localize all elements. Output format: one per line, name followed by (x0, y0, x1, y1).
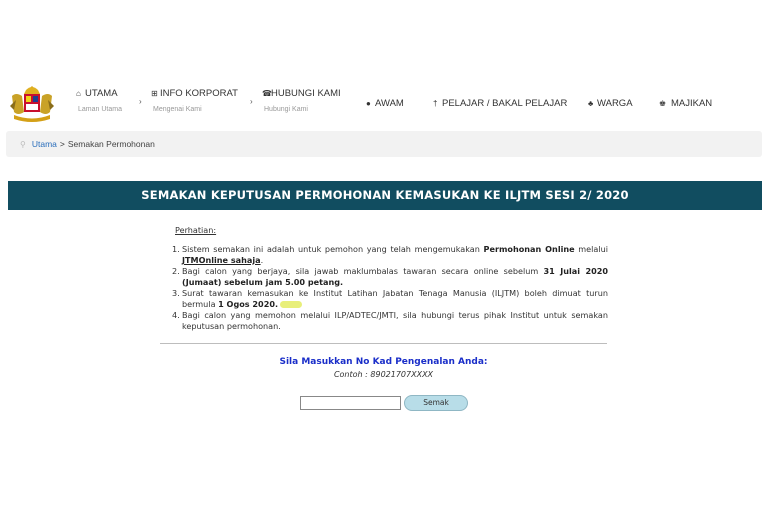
group-icon: ♚ (659, 99, 667, 108)
breadcrumb-home-link[interactable]: Utama (31, 139, 57, 149)
divider (160, 343, 607, 344)
semak-button[interactable]: Semak (404, 395, 468, 411)
notice-item-text: Bagi calon yang berjaya, sila jawab maklumbalas tawaran secara online sebelum (182, 266, 544, 276)
navbar (0, 78, 768, 126)
notice-section (168, 225, 608, 332)
notice-item-bold: Permohonan Online (483, 244, 575, 254)
notice-item-bold: 1 Ogos 2020. (218, 299, 279, 309)
sitemap-icon: ⊞ (151, 89, 158, 98)
coat-of-arms-logo[interactable] (4, 82, 60, 126)
home-icon: ⌂ (76, 89, 81, 98)
notice-item (172, 310, 608, 332)
notice-item (172, 288, 608, 310)
chevron-right-icon: > (59, 139, 65, 149)
nav-majikan-label: MAJIKAN (671, 98, 713, 109)
notice-list (172, 244, 608, 332)
nav-info-korporat-label: INFO KORPORAT (160, 88, 238, 99)
nav-awam-label: AWAM (375, 98, 404, 109)
user-icon: ● (366, 99, 371, 108)
nav-awam[interactable] (366, 98, 404, 109)
ic-number-input[interactable] (300, 396, 401, 410)
notice-item-text: Surat tawaran kemasukan ke Institut Latihan Jabatan Tenaga Manusia (ILJTM) boleh dimuat turun bermula (182, 288, 608, 309)
nav-hubungi-kami-label: HUBUNGI KAMI (271, 88, 341, 99)
student-icon: † (433, 99, 438, 108)
notice-item-text: . (260, 255, 264, 265)
nav-warga-label: WARGA (597, 98, 633, 109)
nav-majikan[interactable] (659, 98, 712, 109)
new-badge (280, 301, 302, 308)
notice-heading: Perhatian: (175, 225, 217, 235)
chevron-right-icon: › (139, 97, 142, 106)
nav-pelajar[interactable] (433, 98, 567, 109)
notice-item-number: 3. (172, 288, 180, 298)
notice-item-text: Bagi calon yang memohon melalui ILP/ADTEC/JMTI, sila hubungi terus pihak Institut untuk semakan keputusan permohonan. (182, 310, 608, 331)
breadcrumb (6, 131, 762, 157)
map-pin-icon: ⚲ (20, 140, 26, 149)
ic-example: Contoh : 89021707XXXX (333, 370, 434, 379)
breadcrumb-current: Semakan Permohonan (67, 139, 155, 149)
notice-item (172, 266, 608, 288)
notice-item-text: Sistem semakan ini adalah untuk pemohon yang telah mengemukakan (182, 244, 484, 254)
nav-hubungi-kami-sub: Hubungi Kami (264, 106, 308, 113)
notice-item-bold: 31 Julai 2020 (Jumaat) sebelum jam 5.00 petang. (182, 266, 608, 287)
notice-item-number: 4. (172, 310, 180, 320)
nav-hubungi-kami[interactable] (262, 88, 341, 113)
nav-pelajar-label: PELAJAR / BAKAL PELAJAR (442, 98, 568, 109)
nav-utama-label: UTAMA (85, 88, 118, 99)
nav-utama[interactable] (76, 88, 122, 113)
nav-utama-sub: Laman Utama (78, 106, 122, 113)
nav-warga[interactable] (588, 98, 633, 109)
notice-item (172, 244, 608, 266)
nav-info-korporat[interactable] (151, 88, 238, 113)
ic-prompt: Sila Masukkan No Kad Pengenalan Anda: (279, 357, 488, 367)
notice-item-number: 2. (172, 266, 180, 276)
nav-info-korporat-sub: Mengenai Kami (153, 106, 202, 113)
notice-item-text: melalui (574, 244, 608, 254)
page-title: SEMAKAN KEPUTUSAN PERMOHONAN KEMASUKAN KE ILJTM SESI 2/ 2020 (8, 181, 762, 210)
people-icon: ♣ (588, 99, 594, 108)
phone-icon: ☎ (262, 89, 272, 98)
notice-item-number: 1. (172, 244, 180, 254)
jtmonline-link[interactable]: JTMOnline sahaja (182, 255, 261, 265)
chevron-right-icon: › (250, 97, 253, 106)
